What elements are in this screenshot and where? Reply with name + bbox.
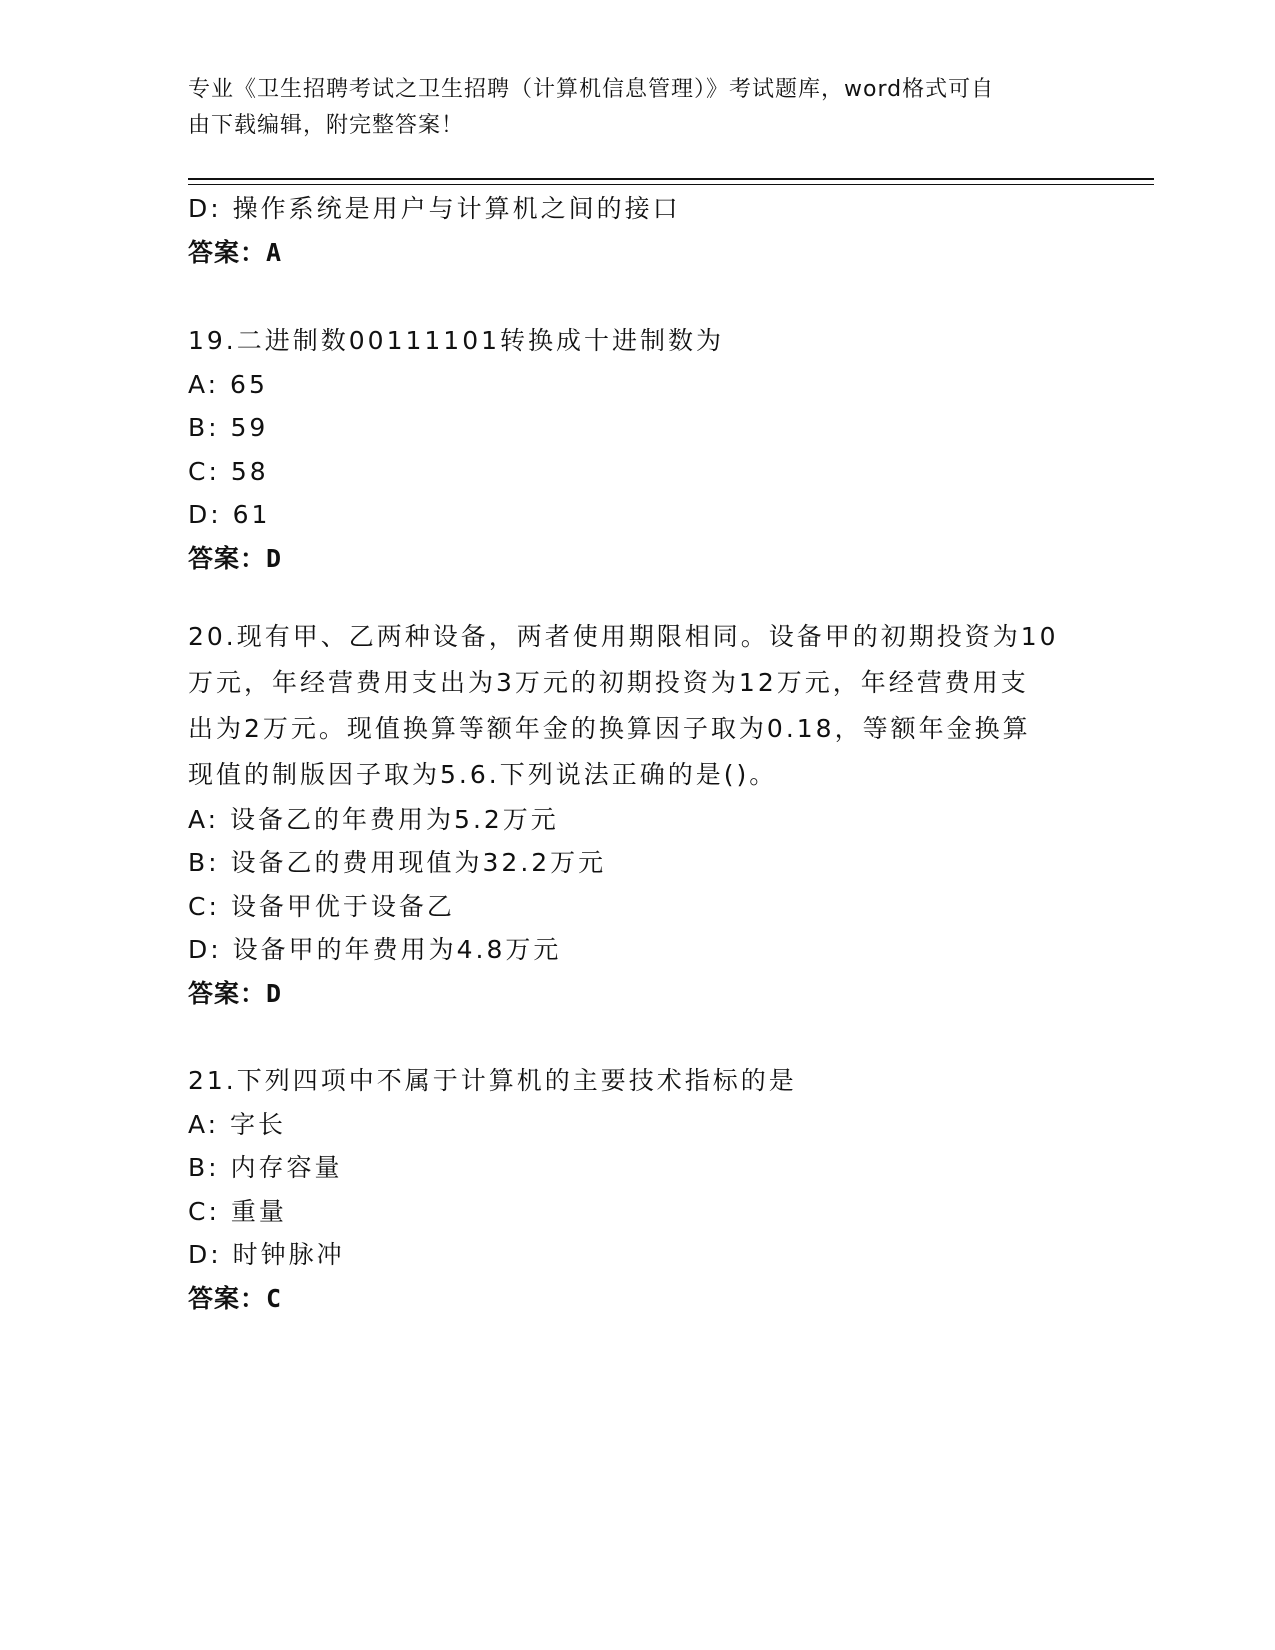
- q20-option-a: A: 设备乙的年费用为5.2万元: [188, 805, 559, 834]
- q20-option-c: C: 设备甲优于设备乙: [188, 892, 455, 921]
- q21-option-a: A: 字长: [188, 1110, 287, 1139]
- q21-answer: 答案：C: [188, 1284, 283, 1313]
- q19-option-a: A: 65: [188, 370, 268, 399]
- q21-option-d: D: 时钟脉冲: [188, 1240, 345, 1269]
- q20-stem-line-4: 现值的制版因子取为5.6.下列说法正确的是()。: [188, 760, 778, 789]
- header-line-2: 由下载编辑，附完整答案！: [188, 113, 465, 138]
- prev-answer: 答案：A: [188, 238, 283, 267]
- q19-stem: 19.二进制数00111101转换成十进制数为: [188, 326, 725, 355]
- q20-stem: [188, 614, 1078, 798]
- q20-stem-line-2: 万元，年经营费用支出为3万元的初期投资为12万元，年经营费用支: [188, 668, 1029, 697]
- q19-option-c: C: 58: [188, 457, 269, 486]
- header-line-1: 专业《卫生招聘考试之卫生招聘（计算机信息管理）》考试题库，word格式可自: [188, 77, 995, 102]
- q20-option-d: D: 设备甲的年费用为4.8万元: [188, 935, 562, 964]
- header-divider-thin: [188, 184, 1154, 185]
- q21-option-c: C: 重量: [188, 1197, 287, 1226]
- prev-option-d: D: 操作系统是用户与计算机之间的接口: [188, 194, 681, 223]
- q20-answer: 答案：D: [188, 979, 283, 1008]
- q21-option-b: B: 内存容量: [188, 1153, 343, 1182]
- q19-option-d: D: 61: [188, 500, 271, 529]
- q19-option-b: B: 59: [188, 413, 269, 442]
- q20-option-b: B: 设备乙的费用现值为32.2万元: [188, 848, 607, 877]
- q19-answer: 答案：D: [188, 544, 283, 573]
- document-header: [188, 72, 1068, 144]
- q20-stem-line-3: 出为2万元。现值换算等额年金的换算因子取为0.18，等额年金换算: [188, 714, 1031, 743]
- q21-stem: 21.下列四项中不属于计算机的主要技术指标的是: [188, 1066, 797, 1095]
- header-divider-thick: [188, 178, 1154, 180]
- q20-stem-line-1: 20.现有甲、乙两种设备，两者使用期限相同。设备甲的初期投资为10: [188, 622, 1059, 651]
